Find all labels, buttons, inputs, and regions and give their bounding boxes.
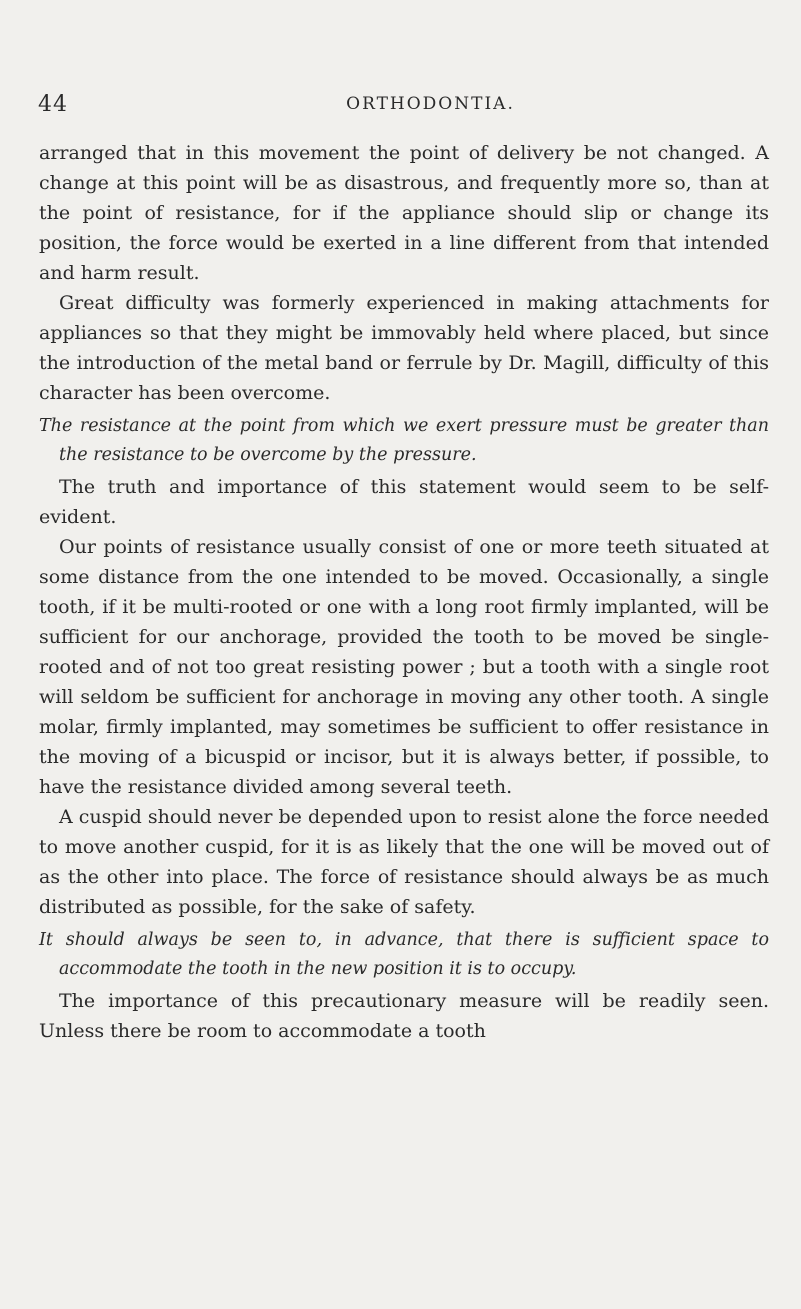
paragraph-continuation: arranged that in this movement the point of delivery be not changed. A change at this point will be as disastrous, and frequently more so, than at the point of resistance, for if the appliance should slip or change its position, the force would be exerted in a line different from that intended and harm result. <box>39 142 769 284</box>
running-head <box>38 92 763 122</box>
paragraph-truth: The truth and importance of this statement would seem to be self-evident. <box>39 476 769 528</box>
paragraph-cuspid: A cuspid should never be depended upon to resist alone the force needed to move another cuspid, for it is as likely that the one will be moved out of as the other into place. The force of resistance should always be as much distributed as possible, for the sake of safety. <box>39 806 769 918</box>
paragraph-points-of-resistance: Our points of resistance usually consist of one or more teeth situated at some distance from the one intended to be moved. Occasionally, a single tooth, if it be multi-rooted or one with a long root firmly implanted, will be sufficient for our anchorage, provided the tooth to be moved be single-rooted and of not too great resisting power ; but a tooth with a single root will seldom be sufficient for anchorage in moving any other tooth. A single molar, firmly implanted, may sometimes be sufficient to offer resistance in the moving of a bicuspid or incisor, but it is always better, if possible, to have the resistance divided among several teeth. <box>39 536 769 798</box>
paragraph-precaution: The importance of this precautionary measure will be readily seen. Unless there be room to accommodate a tooth <box>39 990 769 1042</box>
principle-resistance: The resistance at the point from which we exert pressure must be greater than the resistance to be overcome by the pressure. <box>39 416 769 465</box>
principle-space: It should always be seen to, in advance, that there is sufficient space to accommodate the tooth in the new position it is to occupy. <box>39 930 769 979</box>
page-number: 44 <box>38 92 68 117</box>
paragraph-attachments: Great difficulty was formerly experienced in making attachments for appliances so that they might be immovably held where placed, but since the introduction of the metal band or ferrule by Dr. Magill, difficulty of this character has been overcome. <box>39 292 769 404</box>
running-title: ORTHODONTIA. <box>346 94 515 114</box>
body-text <box>39 138 769 1046</box>
